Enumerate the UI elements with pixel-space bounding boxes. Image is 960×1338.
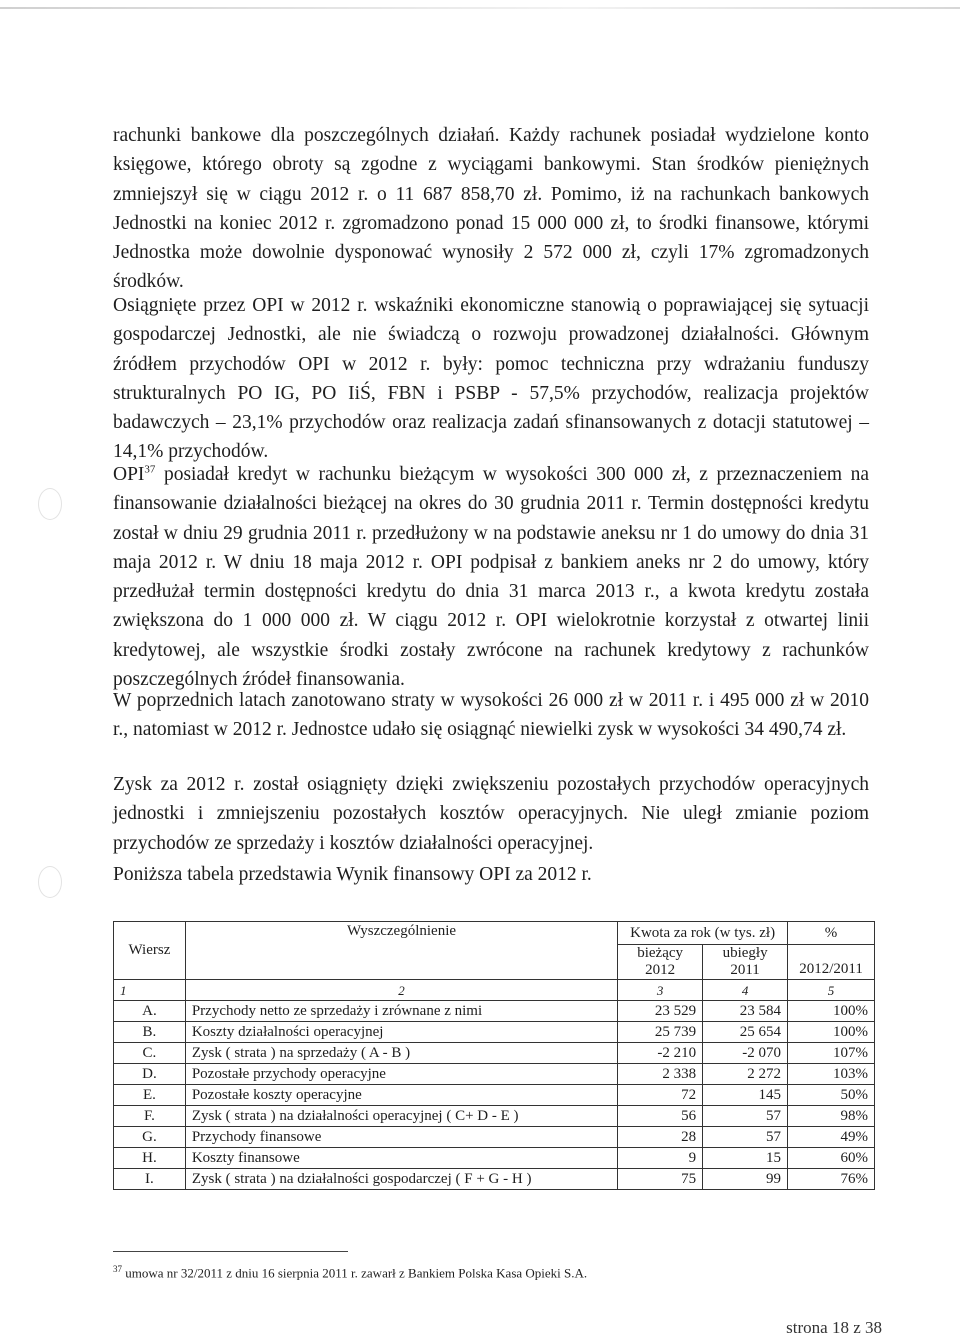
header-ubiegly-label: ubiegły <box>722 945 768 961</box>
paragraph-economic-indicators <box>113 291 869 479</box>
row-previous: 57 <box>703 1127 788 1148</box>
column-number: 5 <box>788 980 875 1001</box>
paragraph-bank-accounts <box>113 121 869 309</box>
header-wiersz: Wiersz <box>114 922 186 980</box>
table-row <box>114 1106 875 1127</box>
row-current: 72 <box>618 1085 703 1106</box>
row-current: 2 338 <box>618 1064 703 1085</box>
row-percent: 98% <box>788 1106 875 1127</box>
row-wiersz: C. <box>114 1043 186 1064</box>
table-body <box>114 1001 875 1190</box>
row-wiersz: E. <box>114 1085 186 1106</box>
header-kwota: Kwota za rok (w tys. zł) <box>618 922 788 945</box>
row-label: Zysk ( strata ) na sprzedaży ( A - B ) <box>185 1043 617 1064</box>
table-row <box>114 1001 875 1022</box>
row-wiersz: I. <box>114 1169 186 1190</box>
row-current: 25 739 <box>618 1022 703 1043</box>
row-wiersz: H. <box>114 1148 186 1169</box>
paragraph-text: W poprzednich latach zanotowano straty w wysokości 26 000 zł w 2011 r. i 495 000 zł w 2010 r., natomiast w 2012 r. Jednostce udało się osiągnąć niewielki zysk w wysokości 34 490,74 zł. <box>113 690 869 741</box>
row-previous: 57 <box>703 1106 788 1127</box>
row-current: 9 <box>618 1148 703 1169</box>
row-previous: 23 584 <box>703 1001 788 1022</box>
row-current: 23 529 <box>618 1001 703 1022</box>
row-label: Zysk ( strata ) na działalności operacyjnej ( C+ D - E ) <box>185 1106 617 1127</box>
table-row <box>114 1043 875 1064</box>
row-percent: 50% <box>788 1085 875 1106</box>
page-number: strona 18 z 38 <box>786 1318 882 1337</box>
row-label: Pozostałe przychody operacyjne <box>185 1064 617 1085</box>
row-wiersz: G. <box>114 1127 186 1148</box>
header-ubiegly <box>703 945 788 980</box>
header-ubiegly-year: 2011 <box>730 962 760 978</box>
paragraph-text: Osiągnięte przez OPI w 2012 r. wskaźniki ekonomiczne stanowią o poprawiającej się sytuacji gospodarczej Jednostki, ale nie świadczą o rozwoju prowadzonej działalności. Głównym źródłem przychodów OPI w 2012 r. były: pomoc techniczna przy wdrażaniu funduszy strukturalnych PO IG, PO IiŚ, FBN i PSBP - 57,5% przychodów, realizacja projektów badawczych – 23,1% przychodów oraz realizacja zadań sfinansowanych z dotacji statutowej – 14,1% przychodów. <box>113 295 869 463</box>
scan-edge-line <box>0 7 960 9</box>
footnote <box>113 1264 587 1281</box>
row-previous: 2 272 <box>703 1064 788 1085</box>
paragraph-losses <box>113 686 869 757</box>
row-previous: -2 070 <box>703 1043 788 1064</box>
table-row <box>114 1148 875 1169</box>
row-previous: 15 <box>703 1148 788 1169</box>
footnote-reference: 37 <box>144 463 156 476</box>
paragraph-profit <box>113 770 869 870</box>
header-biezacy-year: 2012 <box>645 962 676 978</box>
paragraph-text <box>113 460 869 694</box>
paragraph-text: rachunki bankowe dla poszczególnych działań. Każdy rachunek posiadał wydzielone konto księgowe, którego obroty są zgodne z wyciągami bankowymi. Stan środków pieniężnych zmniejszył się w ciągu 2012 r. o 11 687 858,70 zł. Pomimo, iż na rachunkach bankowych Jednostki na koniec 2012 r. zgromadzono ponad 15 000 000 zł, to środki finansowe, którymi Jednostka może dowolnie dysponować wynosiły 2 572 000 zł, czyli 17% zgromadzonych środków. <box>113 125 869 293</box>
row-percent: 76% <box>788 1169 875 1190</box>
column-number-row <box>114 980 875 1001</box>
row-percent: 103% <box>788 1064 875 1085</box>
row-previous: 145 <box>703 1085 788 1106</box>
column-number: 3 <box>618 980 703 1001</box>
row-previous: 25 654 <box>703 1022 788 1043</box>
paragraph-text: Zysk za 2012 r. został osiągnięty dzięki zwiększeniu pozostałych przychodów operacyjnych jednostki i zmniejszeniu pozostałych kosztów operacyjnych. Nie uległ zmianie poziom przychodów ze sprzedaży i kosztów działalności operacyjnej. <box>113 774 869 854</box>
row-previous: 99 <box>703 1169 788 1190</box>
row-percent: 100% <box>788 1022 875 1043</box>
row-wiersz: A. <box>114 1001 186 1022</box>
row-label: Koszty działalności operacyjnej <box>185 1022 617 1043</box>
table-header-row <box>114 922 875 945</box>
row-wiersz: B. <box>114 1022 186 1043</box>
table-row <box>114 1169 875 1190</box>
row-current: 56 <box>618 1106 703 1127</box>
header-biezacy-label: bieżący <box>637 945 684 961</box>
row-wiersz: D. <box>114 1064 186 1085</box>
opi-label: OPI <box>113 464 145 485</box>
table-row <box>114 1085 875 1106</box>
paragraph-text: Poniższa tabela przedstawia Wynik finansowy OPI za 2012 r. <box>113 864 592 885</box>
row-label: Zysk ( strata ) na działalności gospodarczej ( F + G - H ) <box>185 1169 617 1190</box>
column-number: 4 <box>703 980 788 1001</box>
footnote-number: 37 <box>113 1264 122 1274</box>
column-number: 1 <box>114 980 186 1001</box>
row-current: 75 <box>618 1169 703 1190</box>
row-current: -2 210 <box>618 1043 703 1064</box>
header-biezacy <box>618 945 703 980</box>
paragraph-table-intro <box>113 860 869 901</box>
punch-hole-upper <box>38 488 62 520</box>
financial-result-table <box>113 921 875 1190</box>
row-percent: 60% <box>788 1148 875 1169</box>
table-row <box>114 1064 875 1085</box>
row-percent: 107% <box>788 1043 875 1064</box>
row-current: 28 <box>618 1127 703 1148</box>
header-percent: % <box>788 922 875 945</box>
header-wyszczegolnienie: Wyszczególnienie <box>185 922 617 980</box>
paragraph-credit <box>113 460 869 706</box>
row-label: Przychody netto ze sprzedaży i zrównane z nimi <box>185 1001 617 1022</box>
row-label: Koszty finansowe <box>185 1148 617 1169</box>
table-row <box>114 1127 875 1148</box>
footnote-text: umowa nr 32/2011 z dniu 16 sierpnia 2011 r. zawarł z Bankiem Polska Kasa Opieki S.A. <box>125 1265 588 1281</box>
row-percent: 49% <box>788 1127 875 1148</box>
header-ratio: 2012/2011 <box>788 945 875 980</box>
row-percent: 100% <box>788 1001 875 1022</box>
footnote-separator <box>113 1251 348 1252</box>
credit-text: posiadał kredyt w rachunku bieżącym w wysokości 300 000 zł, z przeznaczeniem na finansowanie działalności bieżącej na okres do 30 grudnia 2011 r. Termin dostępności kredytu został w dniu 29 grudnia 2011 r. przedłużony w na podstawie aneksu nr 1 do umowy do dnia 31 maja 2012 r. W dniu 18 maja 2012 r. OPI podpisał z bankiem aneks nr 2 do umowy, który przedłużał termin dostępności kredytu do dnia 31 marca 2013 r., a kwota kredytu została zwiększona do 1 000 000 zł. W ciągu 2012 r. OPI wielokrotnie korzystał z otwartej linii kredytowej, ale wszystkie środki zostały zwrócone na rachunek kredytowy z rachunków poszczególnych źródeł finansowania. <box>113 464 870 691</box>
table-row <box>114 1022 875 1043</box>
punch-hole-lower <box>38 866 62 898</box>
column-number: 2 <box>185 980 617 1001</box>
row-label: Pozostałe koszty operacyjne <box>185 1085 617 1106</box>
row-wiersz: F. <box>114 1106 186 1127</box>
row-label: Przychody finansowe <box>185 1127 617 1148</box>
